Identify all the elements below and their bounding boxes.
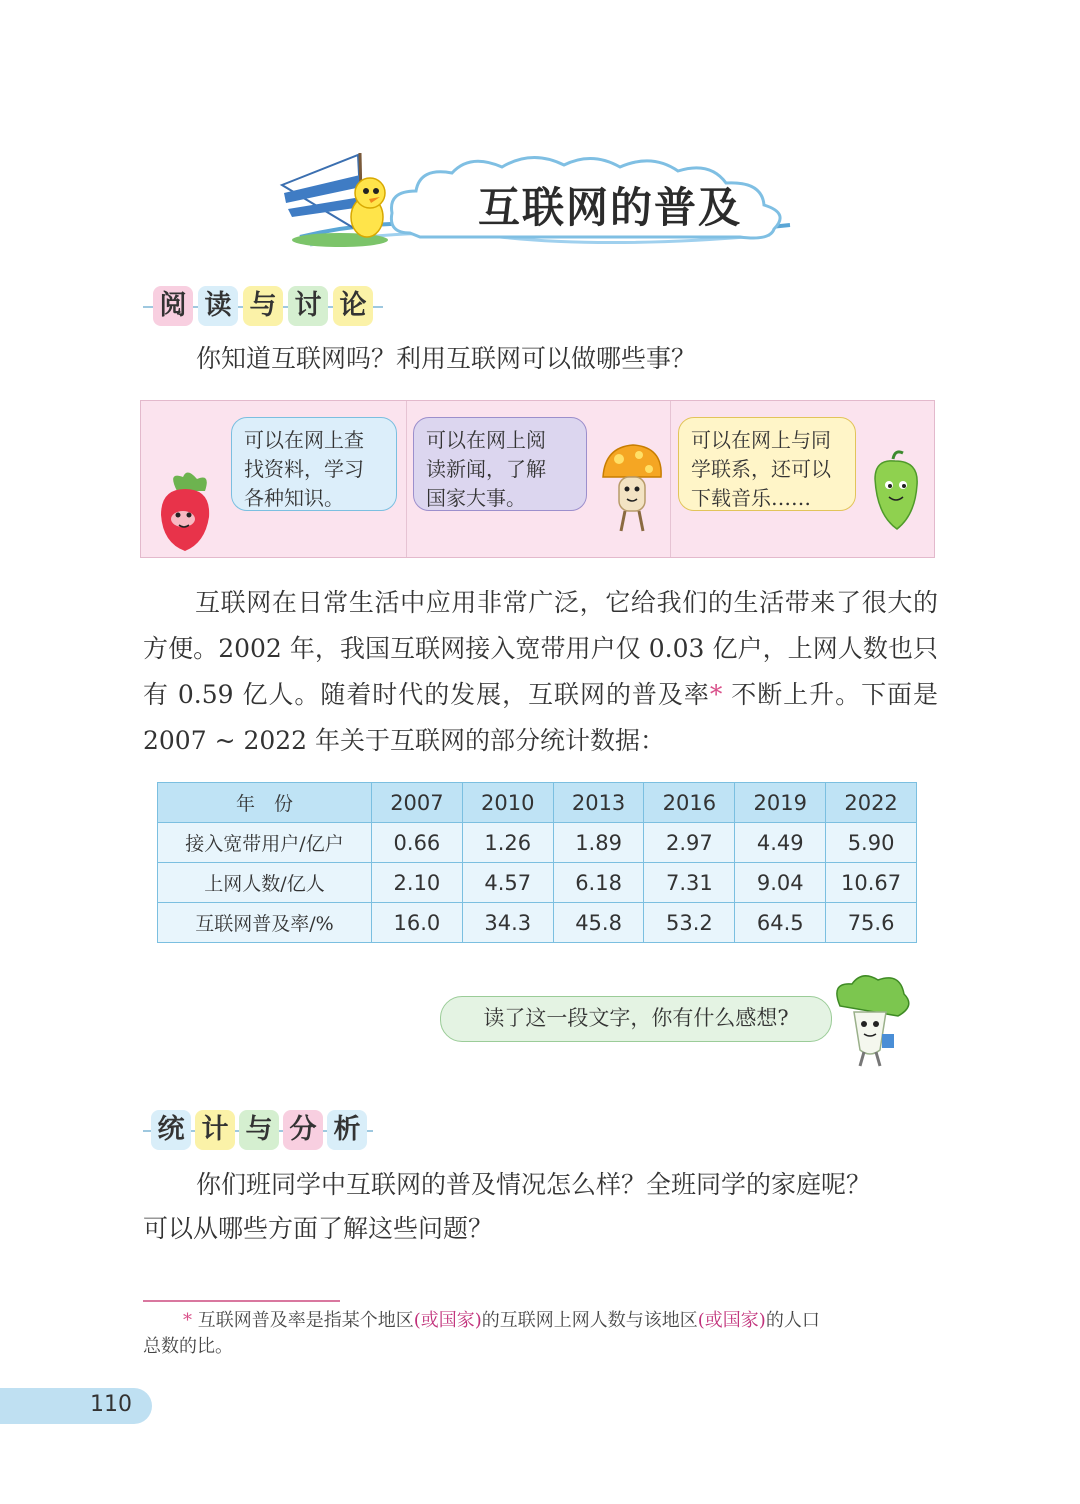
section-header-char: 论 xyxy=(333,286,373,326)
section-header-reading-discussion xyxy=(143,280,383,332)
table-row-label: 上网人数/亿人 xyxy=(158,863,372,903)
table-cell: 9.04 xyxy=(735,863,826,903)
table-header-row xyxy=(158,783,917,823)
bubble-line: 可以在网上阅 xyxy=(426,428,546,452)
speech-bubble-contact-download xyxy=(678,417,856,511)
table-cell: 1.89 xyxy=(553,823,644,863)
table-header-cell: 年 份 xyxy=(158,783,372,823)
section-header-char: 阅 xyxy=(153,286,193,326)
section-header-char: 与 xyxy=(239,1110,279,1150)
section-header-char: 讨 xyxy=(288,286,328,326)
question-intro: 你知道互联网吗？利用互联网可以做哪些事？ xyxy=(196,344,697,373)
page-number-tab xyxy=(0,1388,152,1424)
cabbage-character-illustration xyxy=(826,972,914,1068)
bubble-line: 各种知识。 xyxy=(244,486,344,510)
panel-divider xyxy=(670,401,671,557)
footnote xyxy=(143,1308,943,1360)
table-row xyxy=(158,863,917,903)
bubble-line: 国家大事。 xyxy=(426,486,526,510)
body-paragraph xyxy=(143,580,938,764)
footnote-emphasis: (或国家) xyxy=(413,1310,482,1331)
table-row xyxy=(158,823,917,863)
speech-bubble-read-news xyxy=(413,417,587,511)
table-header-cell: 2022 xyxy=(826,783,917,823)
table-header-cell: 2019 xyxy=(735,783,826,823)
bubble-line: 可以在网上与同 xyxy=(691,428,831,452)
footnote-marker: * xyxy=(183,1310,192,1331)
dialogue-panel xyxy=(140,400,935,558)
section-header-statistics-analysis xyxy=(143,1104,373,1156)
table-cell: 75.6 xyxy=(826,903,917,943)
paragraph-text: 不断上升。下面是 2007 ~ 2022 年关于互联网的部分统计数据： xyxy=(143,680,938,755)
table-header-cell: 2013 xyxy=(553,783,644,823)
table-cell: 53.2 xyxy=(644,903,735,943)
table-header-cell: 2007 xyxy=(372,783,463,823)
footnote-rule xyxy=(143,1300,340,1302)
stats-question-line1: 你们班同学中互联网的普及情况怎么样？全班同学的家庭呢？ xyxy=(196,1170,872,1199)
mushroom-character-illustration xyxy=(599,441,665,537)
pepper-character-illustration xyxy=(863,449,929,541)
page-number: 110 xyxy=(90,1392,132,1417)
title-banner xyxy=(270,145,810,255)
table-cell: 10.67 xyxy=(826,863,917,903)
table-cell: 2.97 xyxy=(644,823,735,863)
table-header-cell: 2016 xyxy=(644,783,735,823)
section-header-char: 计 xyxy=(195,1110,235,1150)
table-cell: 7.31 xyxy=(644,863,735,903)
internet-statistics-table xyxy=(157,782,917,943)
section-header-char: 析 xyxy=(327,1110,367,1150)
section-header-char: 统 xyxy=(151,1110,191,1150)
table-row-label: 互联网普及率/% xyxy=(158,903,372,943)
bubble-line: 可以在网上查 xyxy=(244,428,364,452)
page-title: 互联网的普及 xyxy=(477,183,742,232)
footnote-text: 的人口 xyxy=(765,1310,820,1331)
table-cell: 34.3 xyxy=(462,903,553,943)
table-cell: 1.26 xyxy=(462,823,553,863)
footnote-marker: * xyxy=(709,680,723,709)
section-header-char: 读 xyxy=(198,286,238,326)
footnote-line: 总数的比。 xyxy=(143,1336,233,1357)
radish-character-illustration xyxy=(147,471,221,555)
stats-question-line2: 可以从哪些方面了解这些问题？ xyxy=(143,1214,494,1243)
table-cell: 45.8 xyxy=(553,903,644,943)
table-row xyxy=(158,903,917,943)
table-cell: 2.10 xyxy=(372,863,463,903)
table-cell: 16.0 xyxy=(372,903,463,943)
footnote-text: 的互联网上网人数与该地区 xyxy=(481,1310,698,1331)
panel-divider xyxy=(406,401,407,557)
section-header-char: 分 xyxy=(283,1110,323,1150)
footnote-line xyxy=(143,1308,943,1334)
paragraph-text: 互联网在日常生活中应用非常广泛，它给我们的生活带来了很大的方便。2002 年，我国互联网接入宽带用户仅 0.03 亿户，上网人数也只有 0.59 亿人。随着时代的发展，互联网的普及率 xyxy=(143,588,938,709)
section-header-char: 与 xyxy=(243,286,283,326)
bubble-line: 学联系，还可以 xyxy=(691,457,831,481)
table-row-label: 接入宽带用户/亿户 xyxy=(158,823,372,863)
footnote-text: 互联网普及率是指某个地区 xyxy=(192,1310,414,1331)
table-cell: 4.57 xyxy=(462,863,553,903)
table-header-cell: 2010 xyxy=(462,783,553,823)
table-cell: 5.90 xyxy=(826,823,917,863)
table-cell: 0.66 xyxy=(372,823,463,863)
footnote-emphasis: (或国家) xyxy=(697,1310,766,1331)
table-cell: 6.18 xyxy=(553,863,644,903)
table-cell: 4.49 xyxy=(735,823,826,863)
table-cell: 64.5 xyxy=(735,903,826,943)
bubble-line: 读新闻，了解 xyxy=(426,457,546,481)
bubble-line: 下载音乐…… xyxy=(691,486,811,510)
bubble-line: 找资料，学习 xyxy=(244,457,364,481)
speech-bubble-search-info xyxy=(231,417,397,511)
thought-bubble: 读了这一段文字，你有什么感想? xyxy=(440,996,832,1042)
